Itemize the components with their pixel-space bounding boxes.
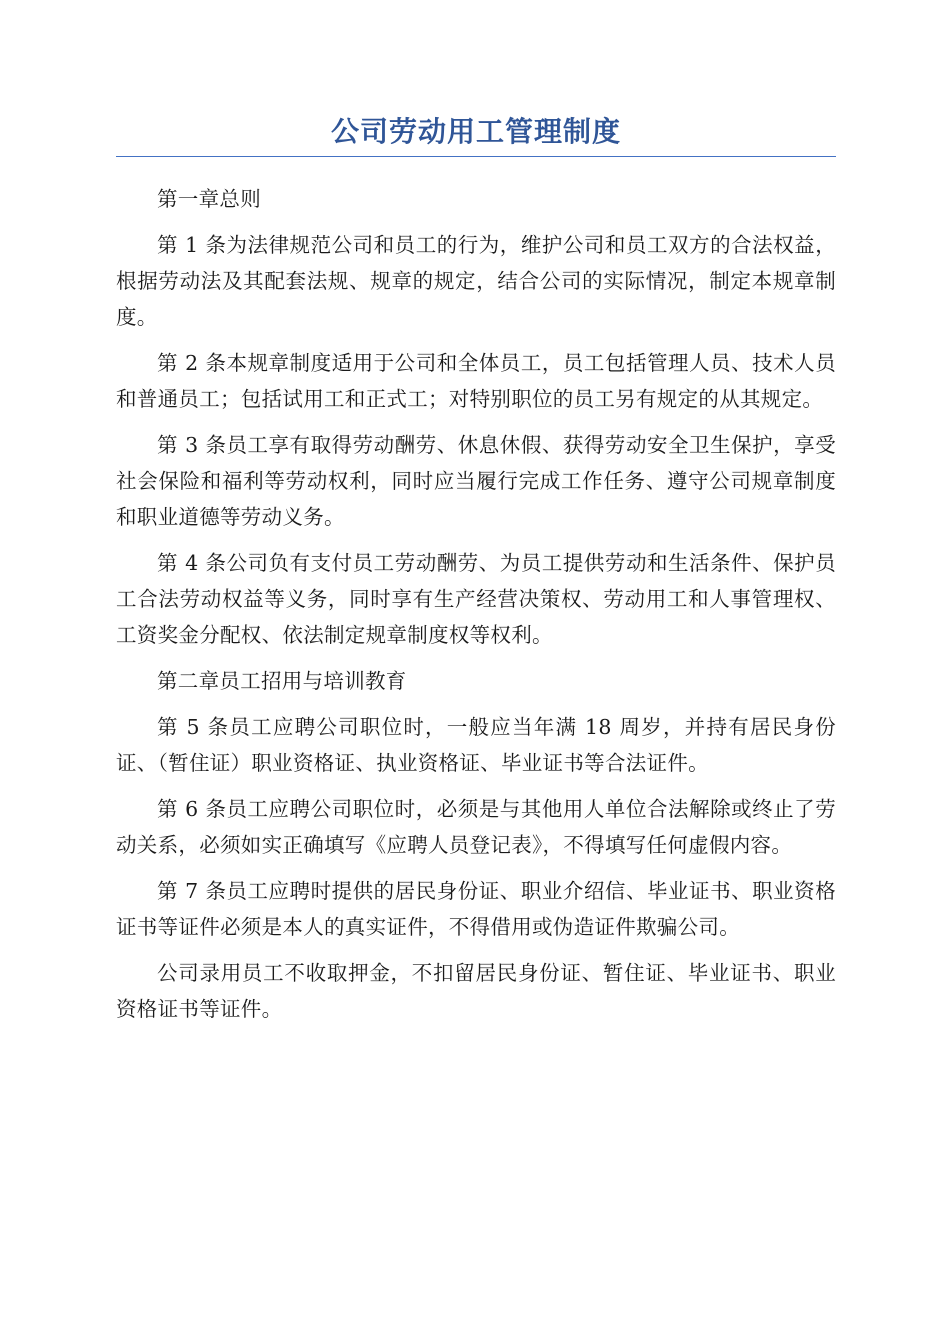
document-page: [116, 112, 836, 1037]
title-underline: [116, 156, 836, 157]
article-3: 第 3 条员工享有取得劳动酬劳、休息休假、获得劳动安全卫生保护，享受社会保险和福利等劳动权利，同时应当履行完成工作任务、遵守公司规章制度和职业道德等劳动义务。: [116, 433, 836, 529]
document-title: 公司劳动用工管理制度: [330, 115, 621, 148]
article-5: 第 5 条员工应聘公司职位时，一般应当年满 18 周岁，并持有居民身份证、（暂住证）职业资格证、执业资格证、毕业证书等合法证件。: [116, 715, 836, 775]
article-2: 第 2 条本规章制度适用于公司和全体员工，员工包括管理人员、技术人员和普通员工；包括试用工和正式工；对特别职位的员工另有规定的从其规定。: [116, 351, 836, 411]
chapter-heading-1: 第一章总则: [157, 187, 261, 211]
document-body: [116, 181, 836, 1027]
article-6: 第 6 条员工应聘公司职位时，必须是与其他用人单位合法解除或终止了劳动关系，必须如实正确填写《应聘人员登记表》，不得填写任何虚假内容。: [116, 797, 836, 857]
article-4: 第 4 条公司负有支付员工劳动酬劳、为员工提供劳动和生活条件、保护员工合法劳动权益等义务，同时享有生产经营决策权、劳动用工和人事管理权、工资奖金分配权、依法制定规章制度权等权利。: [116, 551, 836, 647]
article-1: 第 1 条为法律规范公司和员工的行为，维护公司和员工双方的合法权益，根据劳动法及其配套法规、规章的规定，结合公司的实际情况，制定本规章制度。: [116, 233, 836, 329]
article-7: 第 7 条员工应聘时提供的居民身份证、职业介绍信、毕业证书、职业资格证书等证件必须是本人的真实证件，不得借用或伪造证件欺骗公司。: [116, 879, 836, 939]
chapter-heading-2: 第二章员工招用与培训教育: [157, 669, 407, 693]
deposit-note-paragraph: 公司录用员工不收取押金，不扣留居民身份证、暂住证、毕业证书、职业资格证书等证件。: [116, 961, 836, 1021]
